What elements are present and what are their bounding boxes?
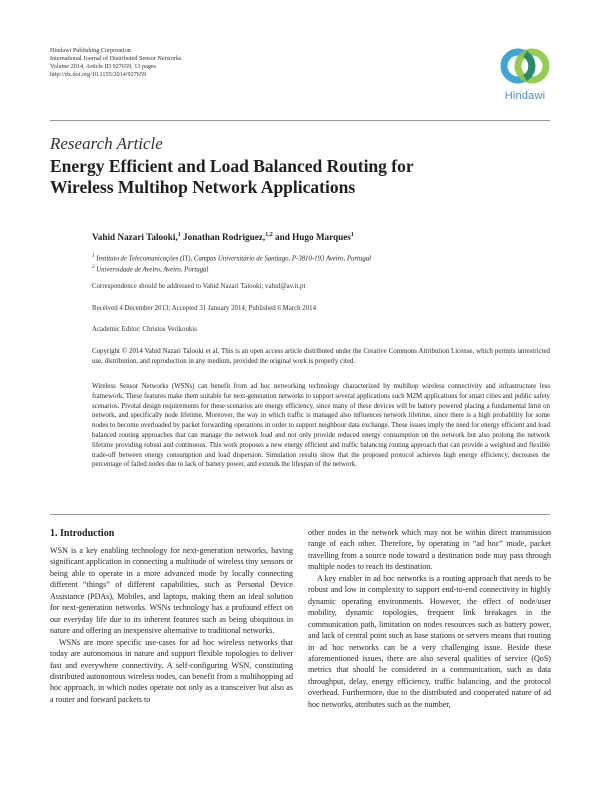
title-line-1: Energy Efficient and Load Balanced Routing for [50, 156, 414, 176]
author-name: and Hugo Marques [272, 232, 351, 243]
doi-link[interactable]: http://dx.doi.org/10.1155/2014/927659 [50, 71, 147, 78]
author-affiliation-mark: 1 [177, 232, 181, 238]
affiliation-2 [92, 265, 208, 273]
author-name: Jonathan Rodriguez, [180, 232, 266, 243]
abstract: Wireless Sensor Networks (WSNs) can benefit from ad hoc networking technology characterized by multihop wireless connectivity and infrastructure less framework. These features make them suitable for next-generation networks to support several applications such M2M applications for smart cities and public safety scenarios. Pivotal design requirements for these scenarios are energy efficiency, since many of these devices will be battery powered placing a fundamental limit on network, and specifically node lifetime. Moreover, the way in which traffic is managed also influences network lifetime, since there is a high probability for some nodes to become overloaded by packet forwarding operations in order to support neighbour data exchange. These issues imply the need for energy efficient and load balanced routing approaches that can manage the network load and not only provide reduced energy consumption on the network but also prolong the network lifetime providing robust and continuous. This work proposes a new energy efficient and traffic balancing routing approach that can provide a weighted and flexible trade-off between energy consumption and load dispersion. Simulation results show that the proposed protocol achieves high energy efficiency, decreases the percentage of failed nodes due to lack of battery power, and extends the lifespan of the network. [92, 383, 550, 469]
author-list [92, 232, 354, 242]
abstract-divider [50, 514, 550, 515]
affiliation-text: Universidade de Aveiro, Aveiro, Portugal [94, 266, 209, 274]
author-name: Vahid Nazari Talooki, [92, 232, 178, 243]
affiliation-mark: 1 [92, 254, 95, 259]
paragraph: WSNs are more specific use-cases for ad hoc wireless networks that today are autonomous in nature and support flexible topologies to deliver fast and everywhere connectivity. A self-configuring WSN, constituting distributed autonomous wireless nodes, can benefit from a multihopping ad hoc approach, in which nodes operate not only as a transceiver but also as a router and forward packets to [50, 637, 293, 704]
header-divider [50, 120, 550, 121]
correspondence: Correspondence should be addressed to Vahid Nazari Talooki; vahid@av.it.pt [92, 283, 306, 290]
article-title [50, 156, 520, 198]
article-type: Research Article [50, 134, 163, 153]
journal-name: International Journal of Distributed Sensor Networks [50, 55, 182, 62]
hindawi-logo-text: Hindawi [504, 90, 546, 102]
author-affiliation-mark: 1 [350, 232, 354, 238]
hindawi-logo-icon [496, 42, 554, 90]
copyright-notice: Copyright © 2014 Vahid Nazari Talooki et al. This is an open access article distributed under the Creative Commons Attribution License, which permits unrestricted use, distribution, and reproduction in any medium, provided the original work is properly cited. [92, 348, 550, 365]
volume-info: Volume 2014, Article ID 927659, 13 pages [50, 63, 157, 70]
paragraph: WSN is a key enabling technology for next-generation networks, having significant application in connecting a multitude of wireless tiny sensors or being able to operate in a more advanced mode by locally connecting different “things” of different capabilities, such as Personal Device Assistance (PDAs), Mobiles, and laptops, making them an ideal solution for next-generation networks. WSNs technology has a profound effect on our everyday life due to its inherent features such as being ubiquitous in nature and offering an inexpensive alternative to traditional networks. [50, 546, 293, 636]
affiliation-text: Instituto de Telecomunicações (IT), Campus Universitário de Santiago, P-3810-193 Aveiro, Portugal [94, 255, 372, 263]
section-heading: 1. Introduction [50, 528, 115, 539]
paragraph: other nodes in the network which may not be within direct transmission range of each other. Therefore, by operating in “ad hoc” mode, packet travelling from a source node toward a destination node may pass through multiple nodes to reach its destination. [308, 528, 551, 572]
title-line-2: Wireless Multihop Network Applications [50, 177, 356, 197]
publication-dates: Received 4 December 2013; Accepted 31 January 2014; Published 6 March 2014 [92, 305, 317, 312]
paragraph: A key enabler in ad hoc networks is a routing approach that needs to be robust and low in complexity to support end-to-end connectivity in highly dynamic operating environments. However, the effect of node/user mobility, dynamic topologies, frequent link breakages in the communication path, limitation on nodes resources such as battery power, and lack of central point such as base stations or servers means that routing in ad hoc networks can be a very challenging issue. Beside these aforementioned issues, there are also several qualities of service (QoS) metrics that should be considered in a communication, such as data throughput, delay, energy efficiency, traffic balancing, and the protocol overhead. Furthermore, due to the distributed and cooperated nature of ad hoc networks, attributes such as the number, [308, 573, 551, 709]
affiliation-1 [92, 254, 371, 262]
body-column-right [308, 527, 551, 710]
body-column-left [50, 545, 293, 705]
academic-editor: Academic Editor: Christos Verikoukis [92, 326, 197, 333]
journal-header [50, 47, 181, 79]
hindawi-logo [496, 42, 554, 104]
author-affiliation-mark: 1,2 [265, 232, 273, 238]
publisher-name: Hindawi Publishing Corporation [50, 47, 131, 54]
affiliation-mark: 2 [92, 265, 95, 270]
